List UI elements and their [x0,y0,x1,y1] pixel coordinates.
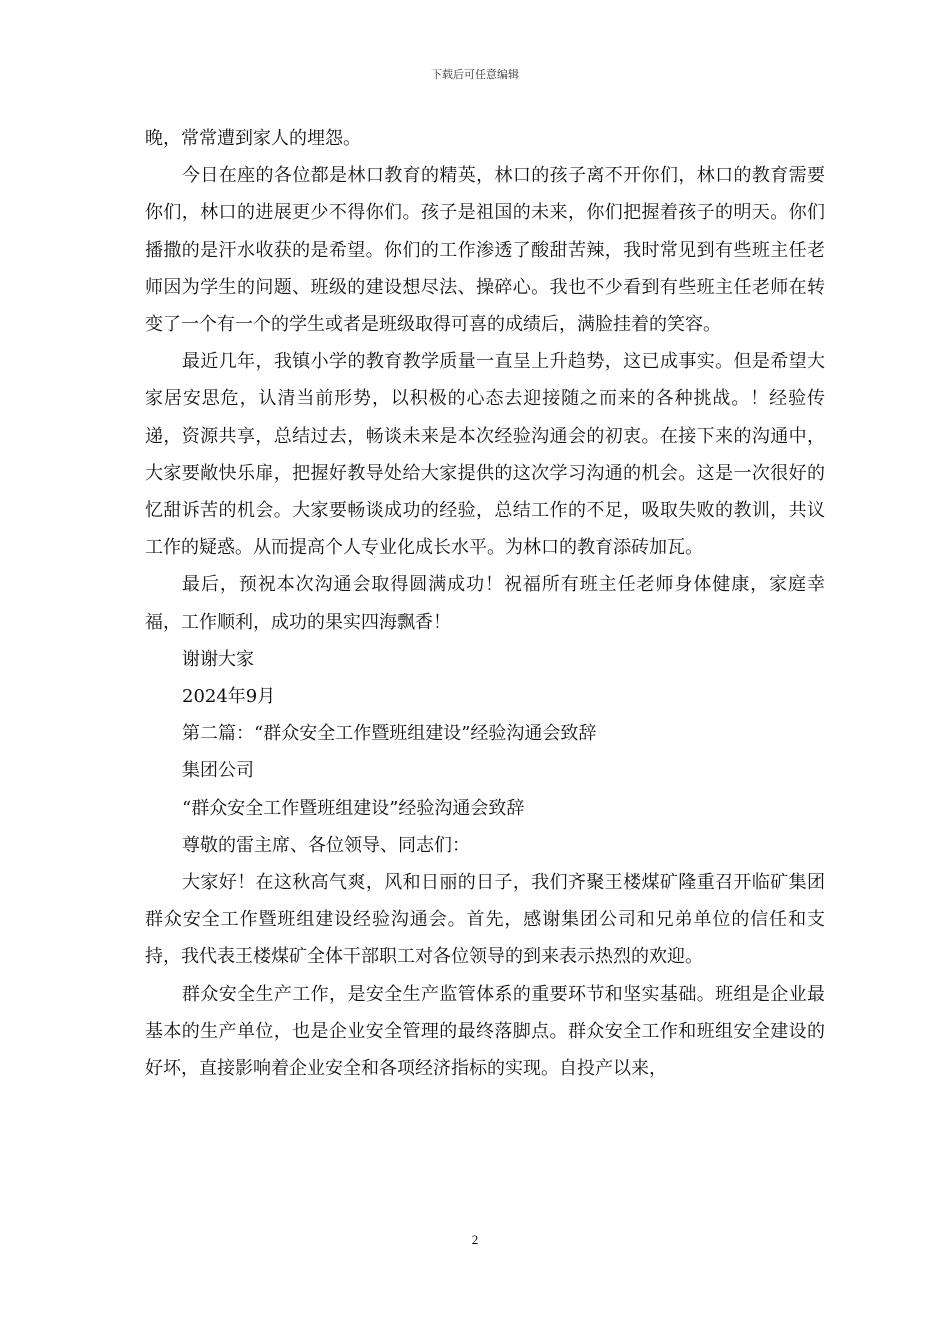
page-number: 2 [471,1232,479,1247]
paragraph: 最近几年，我镇小学的教育教学质量一直呈上升趋势，这已成事实。但是希望大家居安思危，认清当前形势，以积极的心态去迎接随之而来的各种挑战。！经验传递，资源共享，总结过去，畅谈未来是本次经验沟通会的初衷。在接下来的沟通中，大家要敞快乐扉，把握好教导处给大家提供的这次学习沟通的机会。这是一次很好的忆甜诉苦的机会。大家要畅谈成功的经验，总结工作的不足，吸取失败的教训，共议工作的疑惑。从而提高个人专业化成长水平。为林口的教育添砖加瓦。 [145,351,825,559]
document-body [145,120,825,1087]
speech-title: “群众安全工作暨班组建设”经验沟通会致辞 [182,797,525,819]
paragraph: 大家好！在这秋高气爽，风和日丽的日子，我们齐聚王楼煤矿隆重召开临矿集团群众安全工作暨班组建设经验沟通会。首先，感谢集团公司和兄弟单位的信任和支持，我代表王楼煤矿全体干部职工对各位领导的到来表示热烈的欢迎。 [145,872,825,968]
date-line: 2024年9月 [182,686,276,708]
section-heading: 第二篇：“群众安全工作暨班组建设”经验沟通会致辞 [182,723,597,745]
paragraph: 群众安全生产工作，是安全生产监管体系的重要环节和坚实基础。班组是企业最基本的生产单位，也是企业安全管理的最终落脚点。群众安全工作和班组安全建设的好坏，直接影响着企业安全和各项经济指标的实现。自投产以来， [145,983,825,1080]
page-header: 下载后可任意编辑 [431,68,519,81]
closing-thanks: 谢谢大家 [182,648,254,670]
salutation: 尊敬的雷主席、各位领导、同志们： [182,834,470,856]
organization-line: 集团公司 [182,760,254,782]
paragraph: 今日在座的各位都是林口教育的精英，林口的孩子离不开你们，林口的教育需要你们，林口的进展更少不得你们。孩子是祖国的未来，你们把握着孩子的明天。你们播撒的是汗水收获的是希望。你们的工作渗透了酸甜苦辣，我时常见到有些班主任老师因为学生的问题、班级的建设想尽法、操碎心。我也不少看到有些班主任老师在转变了一个有一个的学生或者是班级取得可喜的成绩后，满脸挂着的笑容。 [145,165,825,336]
paragraph: 最后，预祝本次沟通会取得圆满成功！祝福所有班主任老师身体健康，家庭幸福，工作顺利，成功的果实四海飘香！ [145,574,825,633]
paragraph: 晚，常常遭到家人的埋怨。 [145,128,361,149]
